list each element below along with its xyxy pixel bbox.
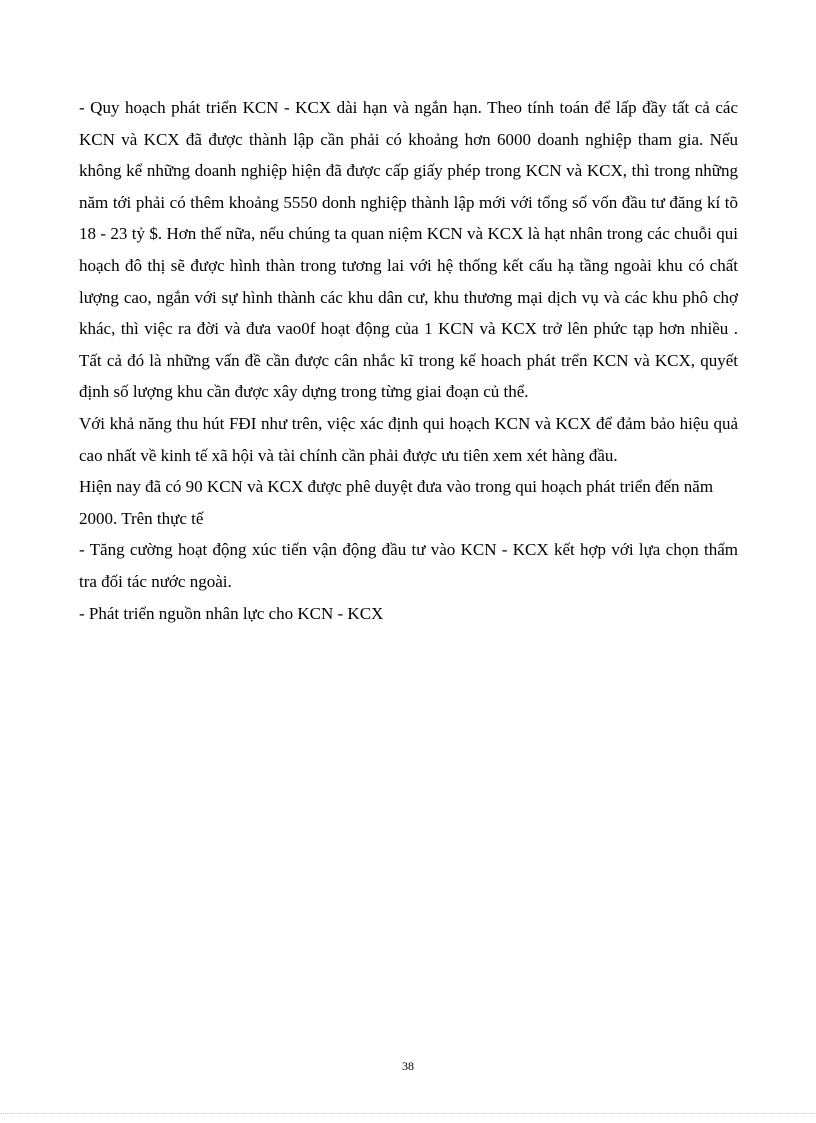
paragraph-approved-zones: Hiện nay đã có 90 KCN và KCX được phê duyệt đưa vào trong qui hoạch phát triển đến năm 2000. Trên thực tế xyxy=(79,477,714,528)
paragraph-investment-promotion: - Tăng cường hoạt động xúc tiến vận động đầu tư vào KCN - KCX kết hợp với lựa chọn thẩm tra đối tác nước ngoài. xyxy=(79,540,738,591)
paragraph-human-resources: - Phát triển nguồn nhân lực cho KCN - KCX xyxy=(79,603,384,623)
paragraph-planning: - Quy hoạch phát triển KCN - KCX dài hạn và ngắn hạn. Theo tính toán để lấp đầy tất cả các KCN và KCX đã được thành lập cần phải có khoảng hơn 6000 doanh nghiệp tham gia. Nếu không kể những doanh nghiệp hiện đã được cấp giấy phép trong KCN và KCX, thì trong những năm tới phải có thêm khoảng 5550 donh nghiệp thành lập mới với tổng số vốn đầu tư đăng kí tõ 18 - 23 tỷ $. Hơn thế nữa, nếu chúng ta quan niệm KCN và KCX là hạt nhân trong các chuỗi qui hoạch đô thị sẽ được hình thàn trong tương lai với hệ thống kết cấu hạ tầng ngoài khu có chất lượng cao, ngắn với sự hình thành các khu dân cư, khu thương mại dịch vụ và các khu phô chợ khác, thì việc ra đời và đưa vao0f hoạt động của 1 KCN và KCX trở lên phức tạp hơn nhiều . Tất cả đó là những vấn đề cần được cân nhắc kĩ trong kế hoach phát trển KCN và KCX, quyết định số lượng khu cần được xây dựng trong từng giai đoạn củ thể. xyxy=(79,98,738,402)
page-bottom-divider xyxy=(0,1113,816,1114)
page-number: 38 xyxy=(402,1059,414,1073)
document-body xyxy=(79,92,738,629)
paragraph-fdi-attraction: Với khả năng thu hút FĐI như trên, việc xác định qui hoạch KCN và KCX để đảm bảo hiệu quả cao nhất về kinh tế xã hội và tài chính cần phải được ưu tiên xem xét hàng đầu. xyxy=(79,413,738,465)
